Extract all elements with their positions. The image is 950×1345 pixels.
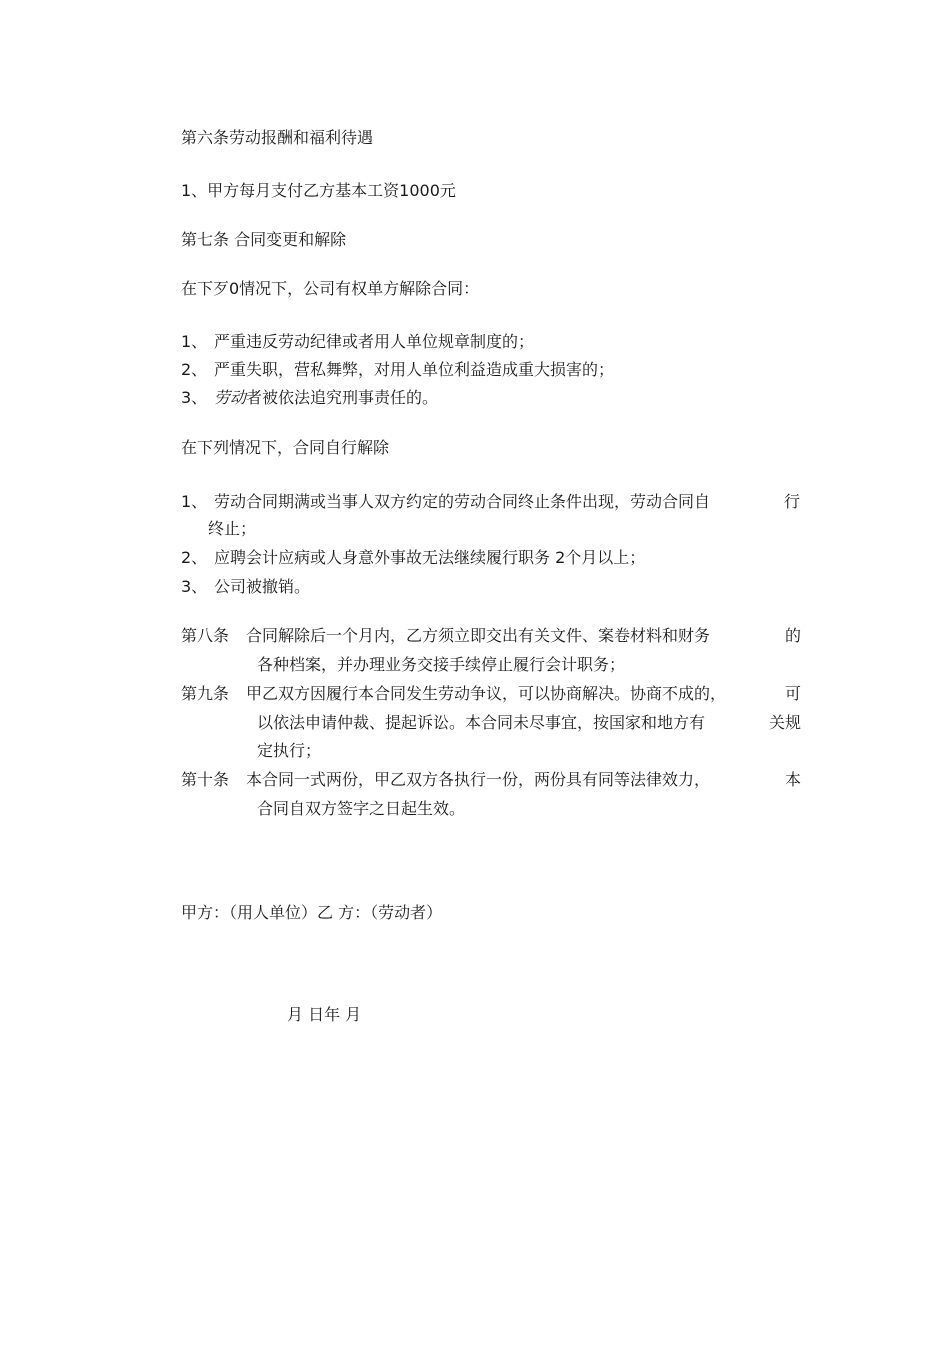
list-item: 应聘会计应病或人身意外事故无法继续履行职务 2个月以上；	[214, 548, 646, 567]
article8-line1	[246, 625, 801, 647]
article7-title: 第七条 合同变更和解除	[181, 230, 347, 249]
article9-text-end: 关规	[768, 713, 801, 732]
article10-label: 第十条	[181, 770, 230, 789]
article9-text-end: 可	[784, 684, 801, 703]
article8-line2: 各种档案，并办理业务交接手续停止履行会计职务；	[257, 655, 626, 674]
article10-line1	[246, 769, 801, 791]
article9-text: 甲乙双方因履行本合同发生劳动争议，可以协商解决。协商不成的，	[246, 684, 727, 703]
article7-intro1: 在下歹0情况下，公司有权单方解除合同：	[181, 279, 480, 298]
signature-parties: 甲方：（用人单位）乙 方：（劳动者）	[181, 903, 443, 922]
list-item: 严重失职，营私舞弊，对用人单位利益造成重大损害的；	[214, 360, 615, 379]
signature-date: 月 日年 月	[287, 1005, 362, 1024]
article9-text: 以依法申请仲裁、提起诉讼。本合同未尽事宜，按国家和地方有	[257, 713, 706, 732]
list-item: 严重违反劳动纪律或者用人单位规章制度的；	[214, 332, 535, 351]
list-item-text: 劳动合同期满或当事人双方约定的劳动合同终止条件出现，劳动合同自	[214, 492, 711, 511]
list-item-text-end: 行	[783, 492, 800, 511]
article10-text: 本合同一式两份，甲乙双方各执行一份，两份具有同等法律效力，	[246, 770, 711, 789]
list-item-text: 者被依法追究刑事责任的。	[246, 388, 439, 407]
article8-text: 合同解除后一个月内，乙方须立即交出有关文件、案卷材料和财务	[246, 626, 711, 645]
article9-line3: 定执行；	[257, 741, 322, 760]
list-item-continuation: 终止；	[208, 519, 257, 538]
article9-line2	[257, 712, 801, 734]
article10-text-end: 本	[784, 770, 801, 789]
article8-label: 第八条	[181, 626, 230, 645]
article10-line2: 合同自双方签字之日起生效。	[257, 799, 466, 818]
article9-label: 第九条	[181, 684, 230, 703]
list-item	[214, 387, 438, 409]
list-item-number: 2、	[181, 360, 208, 379]
list-item-number: 3、	[181, 388, 208, 407]
list-item-number: 3、	[181, 577, 208, 596]
article8-text-end: 的	[784, 626, 801, 645]
list-item-number: 1、	[181, 492, 208, 511]
list-item	[214, 491, 800, 513]
list-item-number: 1、	[181, 332, 208, 351]
article6-title: 第六条劳动报酬和福利待遇	[181, 128, 374, 147]
article9-line1	[246, 683, 801, 705]
list-item-number: 2、	[181, 548, 208, 567]
article6-item1: 1、甲方每月支付乙方基本工资1000元	[181, 181, 456, 200]
article7-intro2: 在下列情况下，合同自行解除	[181, 438, 390, 457]
list-item: 公司被撤销。	[214, 577, 311, 596]
list-item-italic-word: 劳动	[214, 388, 247, 407]
